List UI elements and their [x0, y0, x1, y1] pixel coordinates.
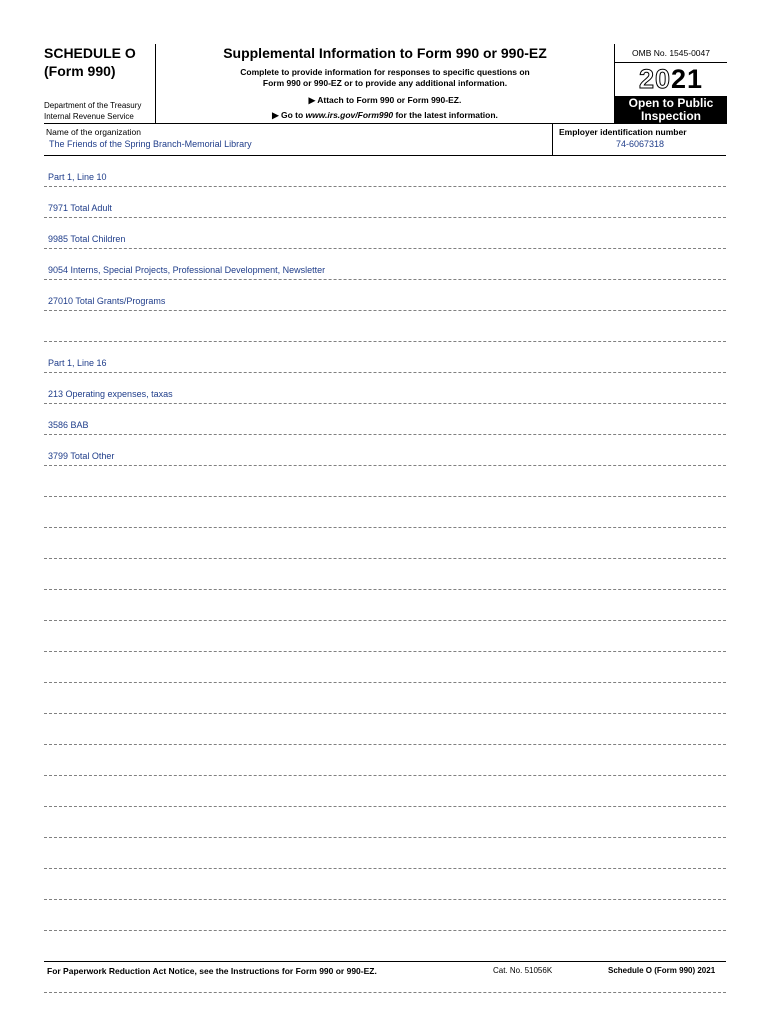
entry-text: 7971 Total Adult: [48, 203, 112, 213]
subtitle-line-2: Form 990 or 990-EZ or to provide any additional information.: [262, 78, 508, 88]
irs-url-link[interactable]: www.irs.gov/Form990: [305, 110, 394, 120]
subtitle-line-1: Complete to provide information for responses to specific questions on: [240, 67, 530, 77]
entry-text: Part 1, Line 10: [48, 172, 107, 182]
entry-line[interactable]: [44, 186, 726, 187]
omb-block: [614, 44, 727, 123]
entry-line[interactable]: [44, 558, 726, 559]
goto-instruction: [156, 110, 614, 121]
form-subtitle: [156, 67, 614, 89]
entry-line[interactable]: [44, 744, 726, 745]
entry-line[interactable]: [44, 930, 726, 931]
open-line-2: Inspection: [640, 109, 701, 123]
public-inspection-badge: [615, 96, 727, 124]
entry-line[interactable]: [44, 992, 726, 993]
entry-line[interactable]: [44, 682, 726, 683]
entry-line[interactable]: [44, 403, 726, 404]
entry-line[interactable]: [44, 465, 726, 466]
entry-line[interactable]: [44, 775, 726, 776]
goto-suffix: for the latest information.: [393, 110, 498, 120]
tax-year: [615, 64, 727, 95]
entry-text: 3799 Total Other: [48, 451, 115, 461]
catalog-number: Cat. No. 51056K: [493, 966, 553, 975]
entry-text: 27010 Total Grants/Programs: [48, 296, 166, 306]
entry-text: 3586 BAB: [48, 420, 89, 430]
form-title: Supplemental Information to Form 990 or 990-EZ: [223, 45, 547, 61]
entry-line[interactable]: [44, 713, 726, 714]
form-number: (Form 990): [44, 63, 116, 79]
entry-text: 213 Operating expenses, taxas: [48, 389, 173, 399]
entry-line[interactable]: [44, 651, 726, 652]
tax-year-bold: 21: [671, 64, 704, 94]
agency-block: [44, 100, 141, 122]
tax-year-outline: 20: [638, 64, 671, 94]
entry-line[interactable]: [44, 372, 726, 373]
org-name-field[interactable]: The Friends of the Spring Branch-Memorial Library: [49, 139, 252, 149]
entry-line[interactable]: [44, 248, 726, 249]
schedule-title: SCHEDULE O: [44, 45, 136, 61]
org-name-label: Name of the organization: [46, 127, 141, 137]
entry-text: Part 1, Line 16: [48, 358, 107, 368]
entry-line[interactable]: [44, 217, 726, 218]
entry-line[interactable]: [44, 868, 726, 869]
paperwork-notice: For Paperwork Reduction Act Notice, see the Instructions for Form 990 or 990-EZ.: [47, 966, 377, 976]
entry-line[interactable]: [44, 341, 726, 342]
open-line-1: Open to Public: [628, 96, 714, 110]
department-label: Department of the Treasury: [44, 101, 142, 110]
entry-text: 9985 Total Children: [48, 234, 126, 244]
org-divider: [44, 155, 726, 156]
entry-line[interactable]: [44, 899, 726, 900]
entry-line[interactable]: [44, 279, 726, 280]
irs-label: Internal Revenue Service: [44, 112, 134, 121]
ein-field[interactable]: 74-6067318: [615, 139, 665, 149]
ein-block: [552, 124, 727, 155]
entry-line[interactable]: [44, 620, 726, 621]
footer-divider: [44, 961, 726, 962]
ein-label: Employer identification number: [559, 127, 687, 137]
entry-line[interactable]: [44, 589, 726, 590]
entry-line[interactable]: [44, 496, 726, 497]
attach-instruction: ▶ Attach to Form 990 or Form 990-EZ.: [308, 95, 462, 105]
entry-line[interactable]: [44, 434, 726, 435]
entry-line[interactable]: [44, 806, 726, 807]
footer-form-id: Schedule O (Form 990) 2021: [608, 966, 716, 975]
schedule-block: [44, 44, 156, 123]
entry-line[interactable]: [44, 837, 726, 838]
entry-line[interactable]: [44, 527, 726, 528]
omb-number: OMB No. 1545-0047: [632, 48, 710, 58]
entry-line[interactable]: [44, 310, 726, 311]
omb-divider: [615, 62, 727, 63]
entry-text: 9054 Interns, Special Projects, Professional Development, Newsletter: [48, 265, 326, 275]
goto-prefix: ▶ Go to: [272, 110, 306, 120]
title-block: [156, 44, 614, 123]
